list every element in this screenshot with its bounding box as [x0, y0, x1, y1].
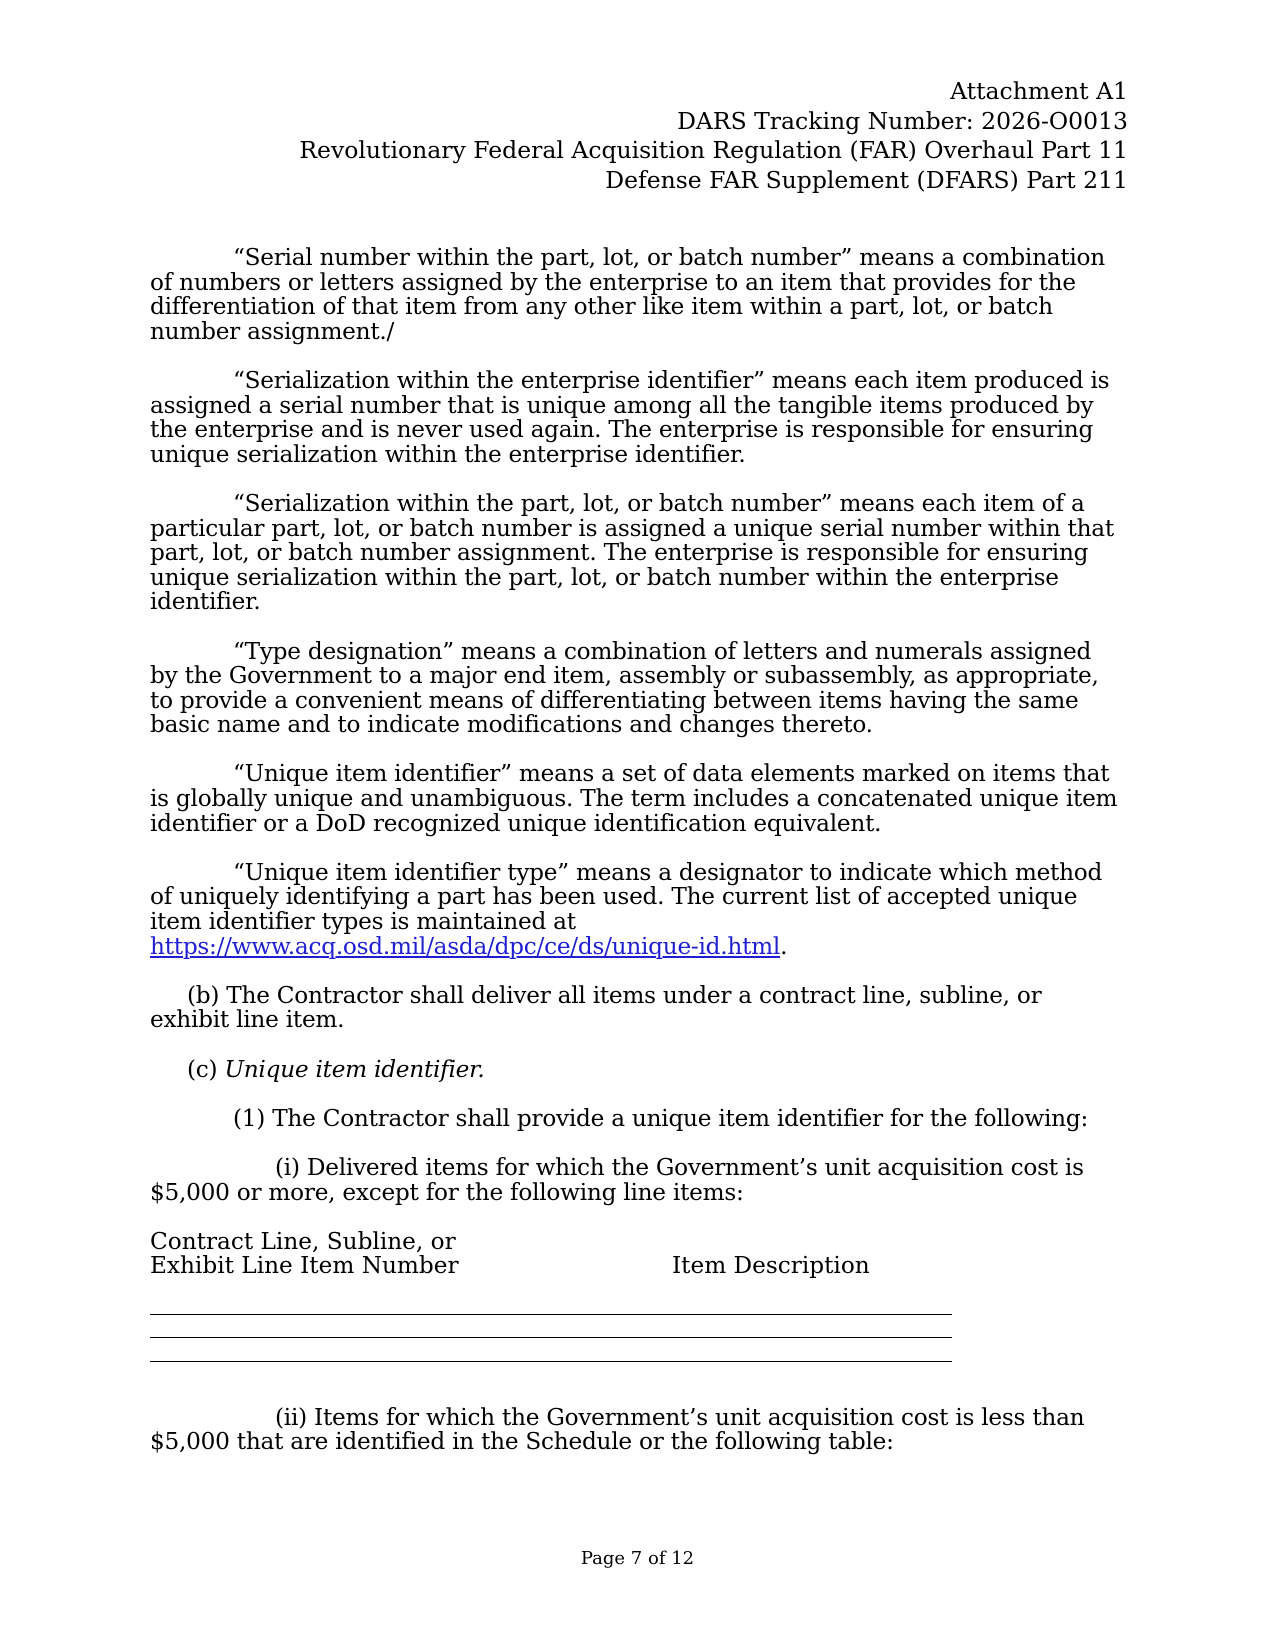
paragraph-b: (b) The Contractor shall deliver all items under a contract line, subline, or exhibit line item. — [150, 981, 1042, 1034]
paragraph-c1-i: (i) Delivered items for which the Government’s unit acquisition cost is $5,000 or more, except for the following line items: — [150, 1153, 1084, 1206]
uii-type-text: “Unique item identifier type” means a designator to indicate which method of uniquely identifying a part has been used. The current list of accepted unique item identifier types is maintained at — [150, 858, 1103, 936]
header-dfars-part: Defense FAR Supplement (DFARS) Part 211 — [605, 165, 1128, 194]
blank-fill-line — [150, 1314, 952, 1315]
definition-uii-type — [150, 858, 1125, 960]
blank-fill-line — [150, 1337, 952, 1338]
definition-serialization-enterprise: “Serialization within the enterprise identifier” means each item produced is assigned a serial number that is unique among all the tangible items produced by the enterprise and is never used again. The enterprise is responsible for ensuring unique serialization within the enterprise identifier. — [150, 366, 1110, 468]
table-column-line-item-number — [150, 1227, 459, 1280]
paragraph-c1: (1) The Contractor shall provide a unique item identifier for the following: — [233, 1104, 1089, 1132]
paragraph-c-title: Unique item identifier. — [224, 1055, 485, 1083]
paragraph-c1-ii: (ii) Items for which the Government’s unit acquisition cost is less than $5,000 that are identified in the Schedule or the following table: — [150, 1403, 1085, 1456]
definition-unique-item-identifier: “Unique item identifier” means a set of data elements marked on items that is globally unique and unambiguous. The term includes a concatenated unique item identifier or a DoD recognized unique identification equivalent. — [150, 760, 1118, 837]
paragraph-c-label: (c) — [187, 1055, 225, 1083]
exception-line-items-table — [150, 1227, 1125, 1400]
definition-serialization-part-lot: “Serialization within the part, lot, or batch number” means each item of a particular part, lot, or batch number is assigned a unique serial number within that part, lot, or batch number assignment. The enterprise is responsible for ensuring unique serialization within the part, lot, or batch number within the enterprise identifier. — [150, 489, 1114, 616]
page-number: Page 7 of 12 — [580, 1548, 695, 1569]
uii-types-link[interactable]: https://www.acq.osd.mil/asda/dpc/ce/ds/unique-id.html — [150, 932, 781, 960]
column-header-line2: Exhibit Line Item Number — [150, 1252, 459, 1280]
header-tracking-number: DARS Tracking Number: 2026-O0013 — [677, 106, 1128, 135]
header-attachment: Attachment A1 — [950, 77, 1128, 105]
uii-type-after: . — [780, 932, 788, 960]
column-header-line1: Contract Line, Subline, or — [150, 1227, 456, 1255]
blank-fill-line — [150, 1361, 952, 1362]
document-body — [150, 246, 1125, 1480]
page-header — [299, 77, 1128, 195]
table-column-item-description: Item Description — [672, 1252, 870, 1280]
definition-serial-number-within-part: “Serial number within the part, lot, or batch number” means a combination of numbers or letters assigned by the enterprise to an item that provides for the differentiation of that item from any other like item within a part, lot, or batch number assignment./ — [150, 244, 1105, 345]
definition-type-designation: “Type designation” means a combination of letters and numerals assigned by the Government to a major end item, assembly or subassembly, as appropriate, to provide a convenient means of differentiating between items having the same basic name and to indicate modifications and changes thereto. — [150, 637, 1099, 739]
paragraph-c — [150, 1055, 1125, 1083]
header-far-part: Revolutionary Federal Acquisition Regulation (FAR) Overhaul Part 11 — [299, 136, 1128, 164]
